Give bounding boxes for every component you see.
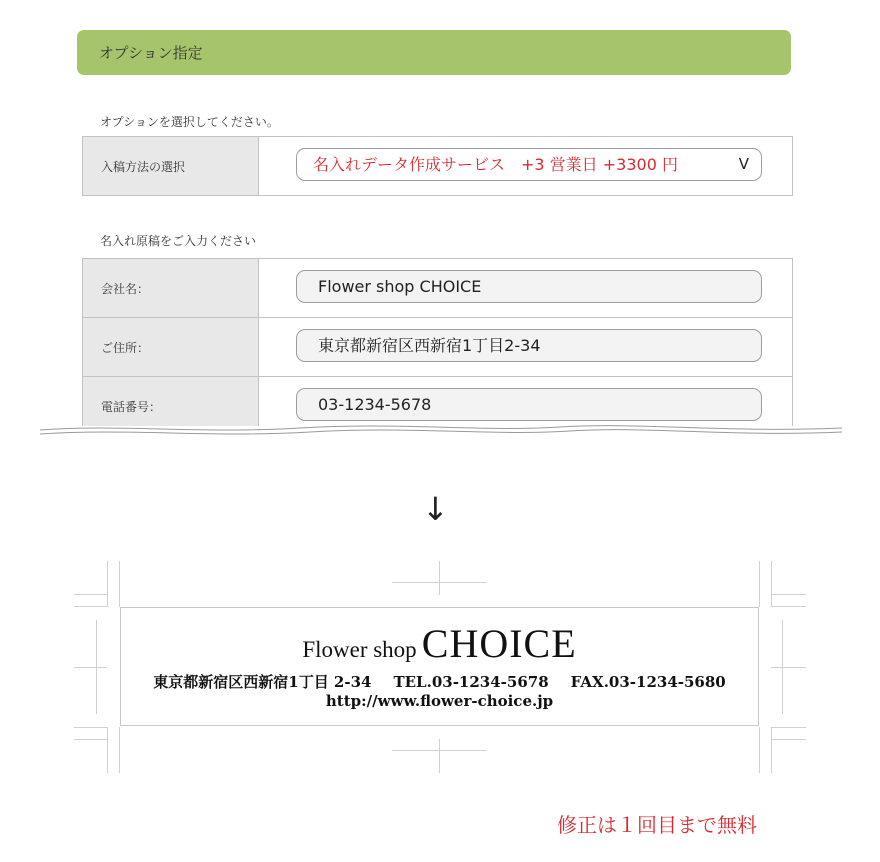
option-field-cell (259, 137, 793, 196)
crop-mark (771, 727, 806, 728)
crop-mark (771, 739, 806, 740)
company-label-cell (83, 259, 259, 318)
preview-name-small: Flower shop (302, 637, 417, 662)
crop-mark (74, 727, 107, 728)
crop-mark (107, 727, 108, 773)
preview-fax: FAX.03-1234-5680 (570, 673, 726, 691)
address-input[interactable]: 東京都新宿区西新宿1丁目2-34 (296, 329, 762, 362)
down-arrow-icon: ↓ (422, 490, 449, 528)
manuscript-caption: 名入れ原稿をご入力ください (100, 234, 257, 248)
crop-mark (74, 667, 107, 668)
preview-name-large: CHOICE (421, 621, 577, 666)
section-header (77, 30, 791, 75)
preview-tel: TEL.03-1234-5678 (393, 673, 549, 691)
address-field-cell (259, 318, 793, 377)
crop-mark (119, 561, 120, 607)
phone-input[interactable]: 03-1234-5678 (296, 388, 762, 421)
submission-method-select[interactable] (296, 148, 762, 181)
manuscript-table (82, 258, 793, 436)
crop-mark (759, 561, 760, 607)
option-caption: オプションを選択してください。 (100, 115, 279, 129)
option-row (83, 137, 793, 196)
crop-mark (74, 739, 107, 740)
crop-mark (439, 739, 440, 773)
preview-company-name (121, 620, 758, 667)
preview-contact-line (121, 671, 758, 692)
preview-url: http://www.flower-choice.jp (325, 692, 554, 710)
company-name-input[interactable]: Flower shop CHOICE (296, 270, 762, 303)
table-row (83, 259, 793, 318)
section-title: オプション指定 (99, 44, 203, 62)
name-print-preview (120, 607, 759, 726)
company-label: 会社名： (101, 281, 150, 296)
address-label-cell (83, 318, 259, 377)
address-label: ご住所： (101, 340, 150, 355)
crop-mark (107, 561, 108, 607)
option-label-cell (83, 137, 259, 196)
crop-mark (392, 750, 487, 751)
crop-mark (771, 667, 806, 668)
crop-mark (771, 561, 772, 607)
preview-address: 東京都新宿区西新宿1丁目 2-34 (153, 673, 372, 691)
crop-mark (74, 594, 107, 595)
crop-mark (771, 594, 806, 595)
crop-mark (771, 606, 806, 607)
crop-mark (392, 582, 487, 583)
option-label: 入稿方法の選択 (101, 159, 186, 174)
company-field-cell (259, 259, 793, 318)
crop-mark (439, 561, 440, 595)
crop-mark (119, 727, 120, 773)
option-table (82, 136, 793, 196)
torn-edge-divider (0, 418, 880, 442)
table-row (83, 318, 793, 377)
submission-method-value: 名入れデータ作成サービス +3 営業日 +3300 円 (313, 155, 678, 174)
revision-note: 修正は１回目まで無料 (557, 813, 757, 837)
crop-mark (759, 727, 760, 773)
phone-label: 電話番号： (101, 399, 162, 414)
crop-mark (771, 727, 772, 773)
chevron-down-icon[interactable]: V (738, 155, 749, 173)
crop-mark (74, 606, 107, 607)
